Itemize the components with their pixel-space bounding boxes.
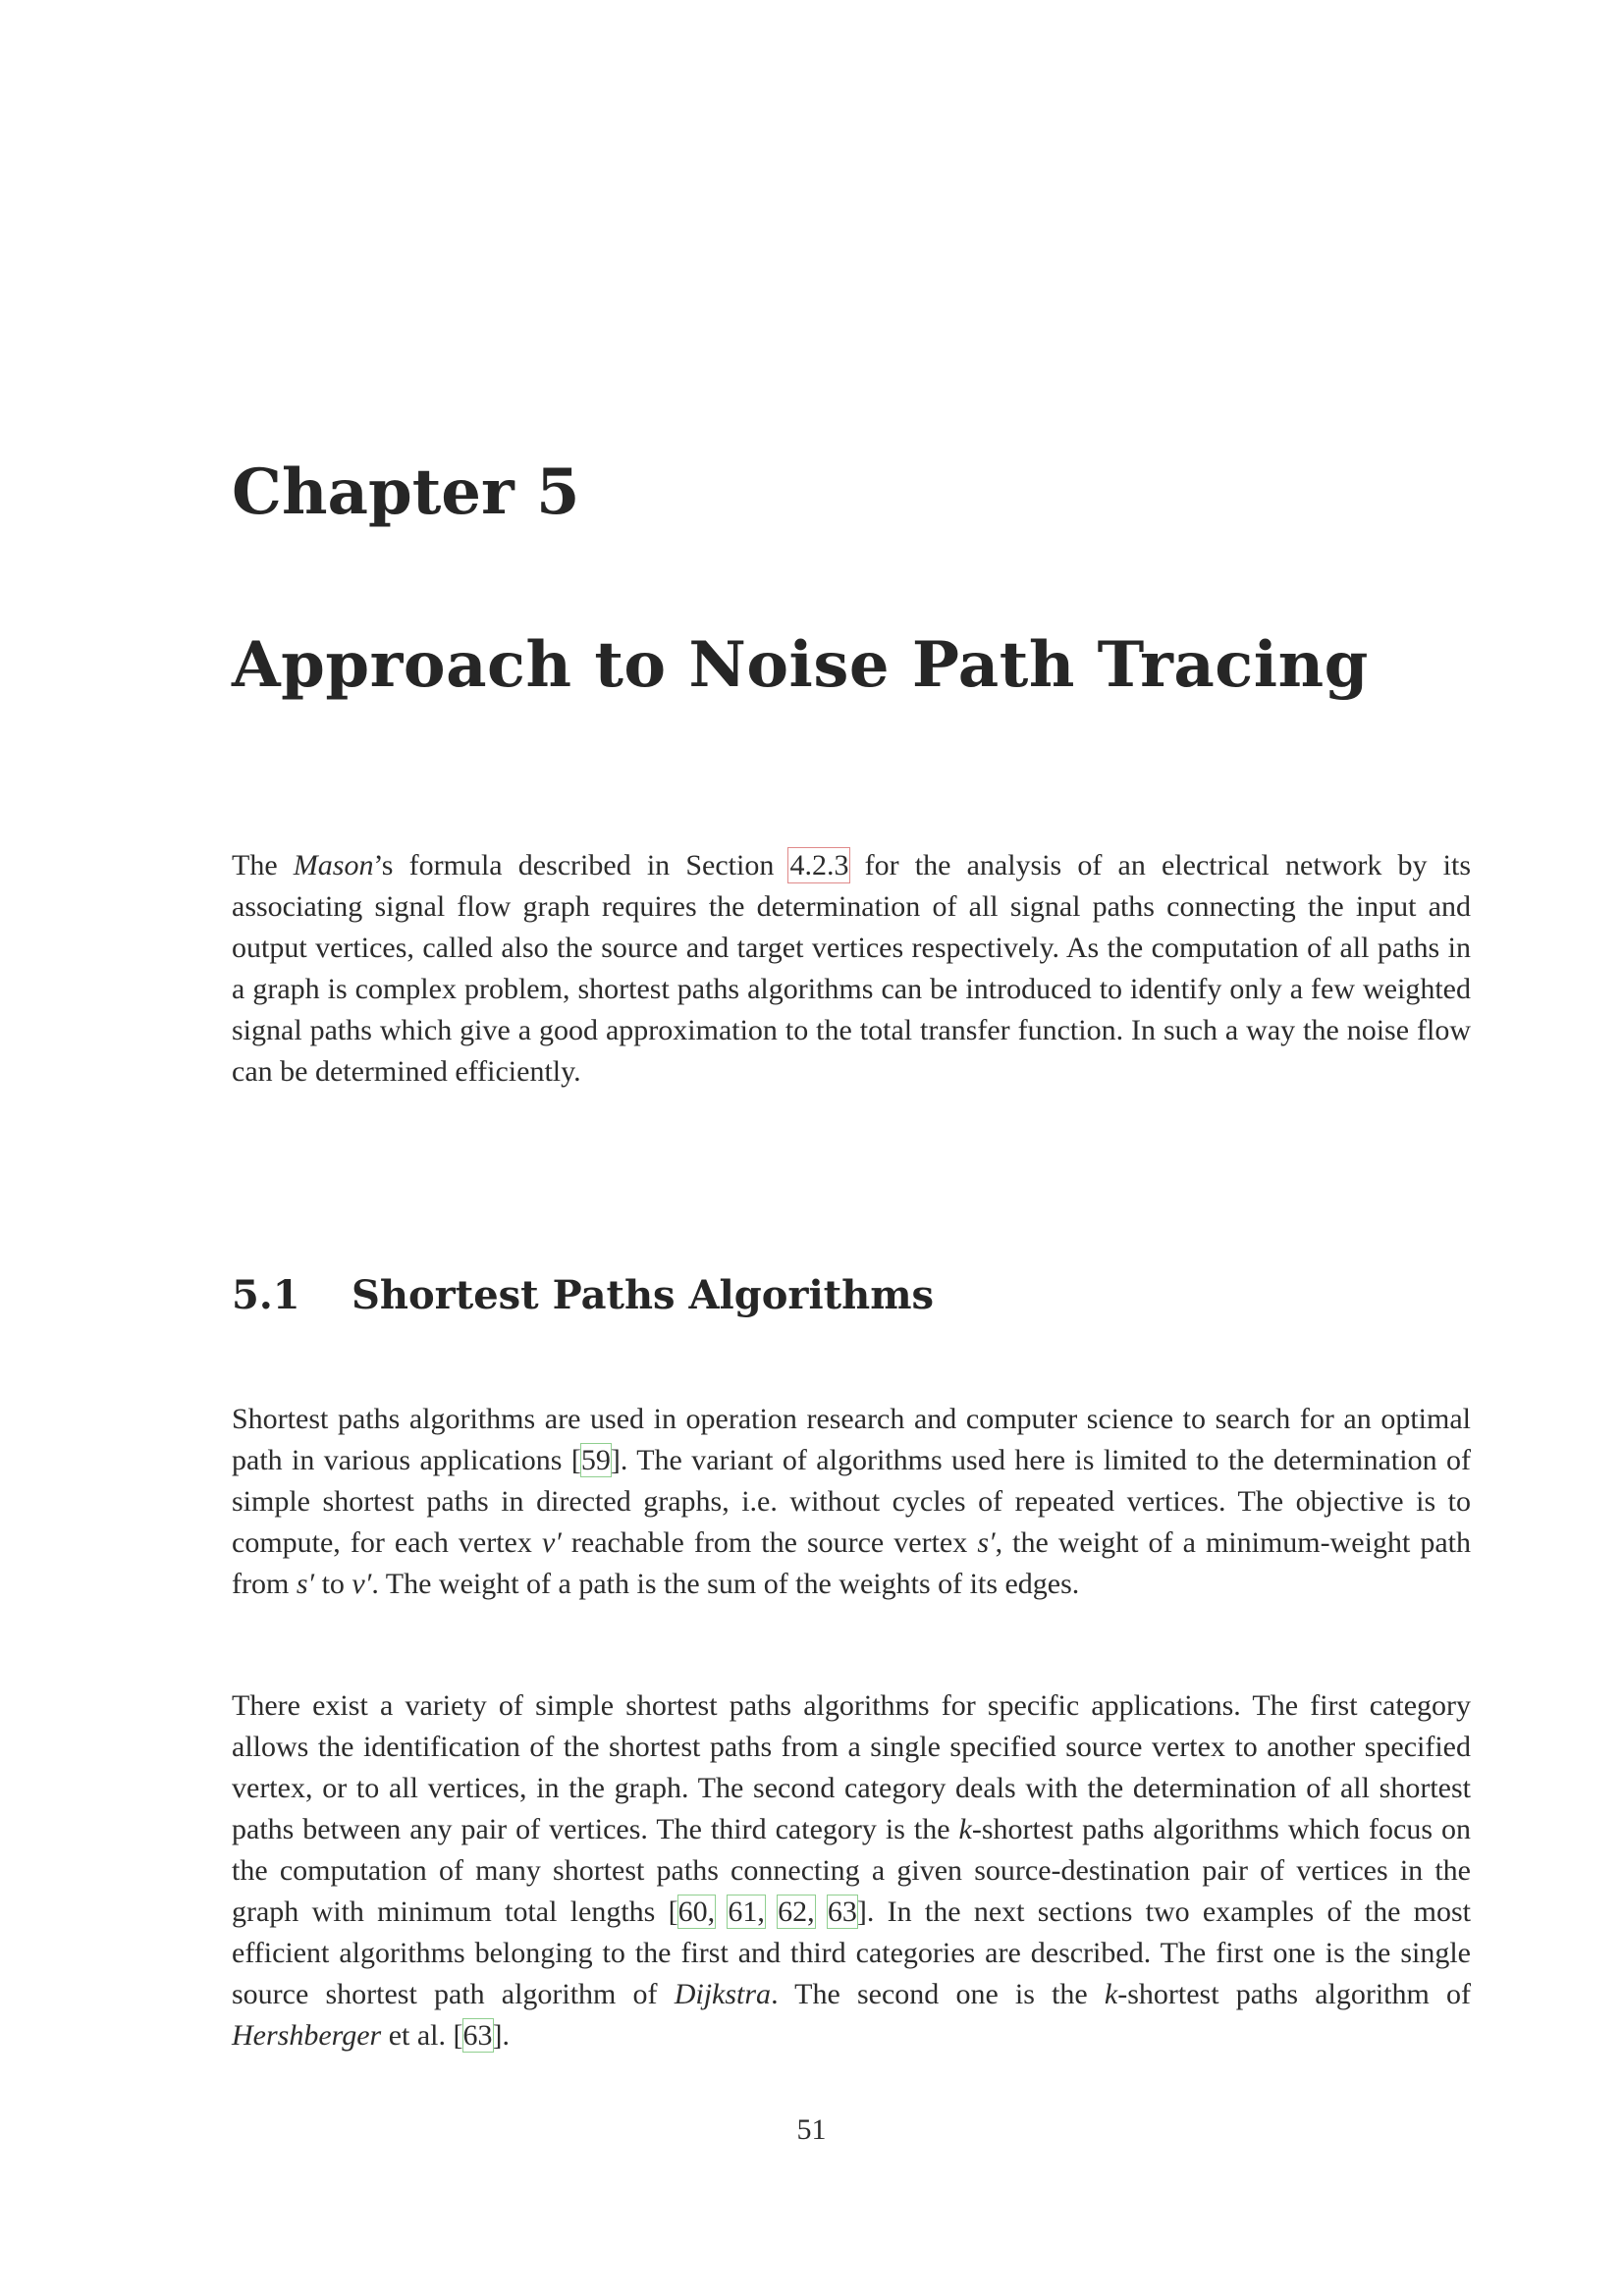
text-span: ]. In the next sections two examples of the most efficient algorithms belonging to the first and third categories are described. The first one is the single source shortest path algorithm of (232, 1896, 1471, 2010)
text-span: -shortest paths algorithm of (1117, 1978, 1471, 2010)
intro-paragraph (232, 845, 1471, 1093)
citation-link-59[interactable]: 59 (580, 1444, 611, 1476)
section-title: Shortest Paths Algorithms (352, 1272, 935, 1318)
text-span: reachable from the source vertex (561, 1526, 978, 1559)
section-ref-link[interactable]: 4.2.3 (789, 849, 849, 881)
citation-link-63[interactable]: 63 (462, 2019, 493, 2052)
chapter-label: Chapter 5 (232, 455, 580, 529)
citation-link-60[interactable]: 60, (677, 1896, 716, 1928)
math-v-prime: v′ (352, 1568, 372, 1600)
text-span: to (314, 1568, 352, 1600)
text-span: et al. [ (381, 2019, 463, 2052)
citation-link-63[interactable]: 63 (827, 1896, 857, 1928)
text-span: , the weight of a minimum-weight path from (232, 1526, 1471, 1600)
text-span: . The second one is the (771, 1978, 1105, 2010)
text-span: The (232, 849, 294, 881)
text-span: Shortest paths algorithms are used in operation research and computer science to search for an optimal path in various applications [ (232, 1403, 1471, 1476)
math-k: k (1104, 1978, 1118, 2010)
text-span: ’s formula described in Section (373, 849, 790, 881)
text-span: for the analysis of an electrical network by its associating signal flow graph requires the determination of all signal paths connecting the input and output vertices, called also the source and target vertices respectively. As the computation of all paths in a graph is complex problem, shortest paths algorithms can be introduced to identify only a few weighted signal paths which give a good approximation to the total transfer function. In such a way the noise flow can be determined efficiently. (232, 849, 1471, 1088)
citation-link-61[interactable]: 61, (728, 1896, 765, 1928)
chapter-title: Approach to Noise Path Tracing (232, 628, 1369, 702)
text-span: . The weight of a path is the sum of the weights of its edges. (371, 1568, 1080, 1600)
math-s-prime: s′ (296, 1568, 315, 1600)
section-number: 5.1 (232, 1272, 300, 1318)
math-s-prime: s′ (977, 1526, 996, 1559)
math-v-prime: v′ (541, 1526, 562, 1559)
citation-link-62[interactable]: 62, (778, 1896, 815, 1928)
text-span: ]. (492, 2019, 510, 2052)
text-span: -shortest paths algorithms which focus on the computation of many shortest paths connecting a given source-destination pair of vertices in the graph with minimum total lengths [ (232, 1813, 1471, 1928)
dijkstra-emphasis: Dijkstra (674, 1978, 772, 2010)
text-span: ]. The variant of algorithms used here is limited to the determination of simple shortest paths in directed graphs, i.e. without cycles of repeated vertices. The objective is to compute, for each vertex (232, 1444, 1471, 1559)
text-span: There exist a variety of simple shortest paths algorithms for specific applications. The first category allows the identification of the shortest paths from a single specified source vertex to another specified vertex, or to all vertices, in the graph. The second category deals with the determination of all shortest paths between any pair of vertices. The third category is the (232, 1689, 1471, 1845)
math-k: k (958, 1813, 972, 1845)
body-paragraph-1 (232, 1399, 1471, 1605)
page-number: 51 (796, 2113, 827, 2146)
body-paragraph-2 (232, 1685, 1471, 2056)
section-heading (232, 1266, 934, 1325)
mason-emphasis: Mason (293, 849, 374, 881)
hershberger-emphasis: Hershberger (232, 2019, 382, 2052)
